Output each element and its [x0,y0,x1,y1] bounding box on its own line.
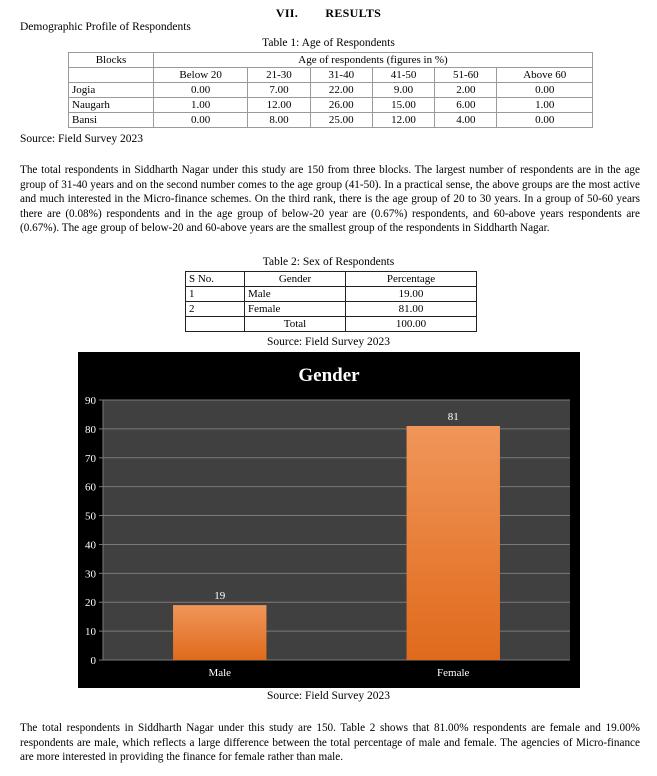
total-value: 100.00 [346,317,477,332]
data-label: 81 [447,411,459,423]
table1-caption: Table 1: Age of Respondents [262,37,395,49]
table-cell: 19.00 [346,287,477,302]
table-row [69,113,593,128]
bar [407,426,500,660]
table-cell: 8.00 [248,113,310,128]
age-group-header: Age of respondents (figures in %) [154,53,593,68]
table-cell: 7.00 [248,83,310,98]
table-cell: 22.00 [310,83,372,98]
subsection-title: Demographic Profile of Respondents [20,21,191,33]
table-cell: 0.00 [497,113,593,128]
table-cell: 26.00 [310,98,372,113]
table-cell: 15.00 [372,98,434,113]
age-table [68,52,593,128]
column-header: 21-30 [248,68,310,83]
table-cell: 0.00 [154,113,248,128]
column-header: S No. [186,272,245,287]
column-header: Below 20 [154,68,248,83]
column-header: Above 60 [497,68,593,83]
y-tick-label: 50 [85,510,96,523]
table1-source: Source: Field Survey 2023 [20,133,143,145]
table-row [186,317,477,332]
table-cell: 1.00 [497,98,593,113]
y-tick-label: 60 [85,481,96,494]
total-label: Total [245,317,346,332]
table-cell: 12.00 [248,98,310,113]
column-header: 31-40 [310,68,372,83]
chart-title: Gender [298,365,360,386]
table-cell [186,317,245,332]
column-header: Gender [245,272,346,287]
table-cell: 0.00 [154,83,248,98]
row-label: Bansi [69,113,154,128]
paragraph-gender: The total respondents in Siddharth Nagar under this study are 150. Table 2 shows that 81.00% respondents are female and 19.00% respondents are male, which reflects a large difference between the total percentage of male and female. The agencies of Micro-finance are more interested in providing the finance for female rather than male. [20,722,640,763]
x-tick-label: Male [208,667,232,679]
gender-bar-chart [78,352,580,688]
column-header: 51-60 [435,68,497,83]
row-label: Naugarh [69,98,154,113]
row-label: Jogia [69,83,154,98]
table-cell: 0.00 [497,83,593,98]
table-cell: 2 [186,302,245,317]
blocks-header: Blocks [69,53,154,68]
y-tick-label: 30 [85,568,96,581]
table-row [186,287,477,302]
y-tick-label: 90 [85,395,96,407]
table2-caption: Table 2: Sex of Respondents [262,256,395,268]
section-number: VII. [275,6,299,20]
y-tick-label: 40 [85,539,96,552]
table-row [69,98,593,113]
chart-svg [78,352,580,688]
table-cell: 4.00 [435,113,497,128]
table-cell: 25.00 [310,113,372,128]
table-cell: 1.00 [154,98,248,113]
y-tick-label: 10 [85,626,96,639]
x-tick-label: Female [437,667,470,679]
section-heading [0,6,657,21]
column-header: Percentage [346,272,477,287]
y-tick-label: 70 [85,452,96,465]
column-header: 41-50 [372,68,434,83]
table-row [186,302,477,317]
y-tick-label: 20 [85,597,96,610]
table-cell: Female [245,302,346,317]
table-cell: 81.00 [346,302,477,317]
table-cell: 9.00 [372,83,434,98]
table-row [69,83,593,98]
table-cell: 1 [186,287,245,302]
table2-source: Source: Field Survey 2023 [267,336,390,348]
data-label: 19 [214,590,226,603]
blank-header-cell [69,68,154,83]
bar [173,605,266,660]
section-name: RESULTS [325,6,382,20]
paragraph-age: The total respondents in Siddharth Nagar under this study are 150 from three blocks. The largest number of respondents are in the age group of 31-40 years and on the second number comes to the age group (41-50). In a practical sense, the above groups are the most active and much interested in the Micro-finance schemes. On the third rank, there is the age group of 20 to 30 years. In a group of 50-60 years there are (0.08%) respondents and in the age group of below-20 year are (0.67%) respondents, and 60-above years respondents are (0.67%). The age group of below-20 and 60-above years are the smallest group of the respondents in Siddharth Nagar. [20,164,640,234]
y-tick-label: 80 [85,423,96,436]
sex-table [185,271,477,332]
table-cell: Male [245,287,346,302]
y-tick-label: 0 [90,655,96,667]
table-cell: 12.00 [372,113,434,128]
chart-source: Source: Field Survey 2023 [267,690,390,702]
table-cell: 6.00 [435,98,497,113]
table-cell: 2.00 [435,83,497,98]
